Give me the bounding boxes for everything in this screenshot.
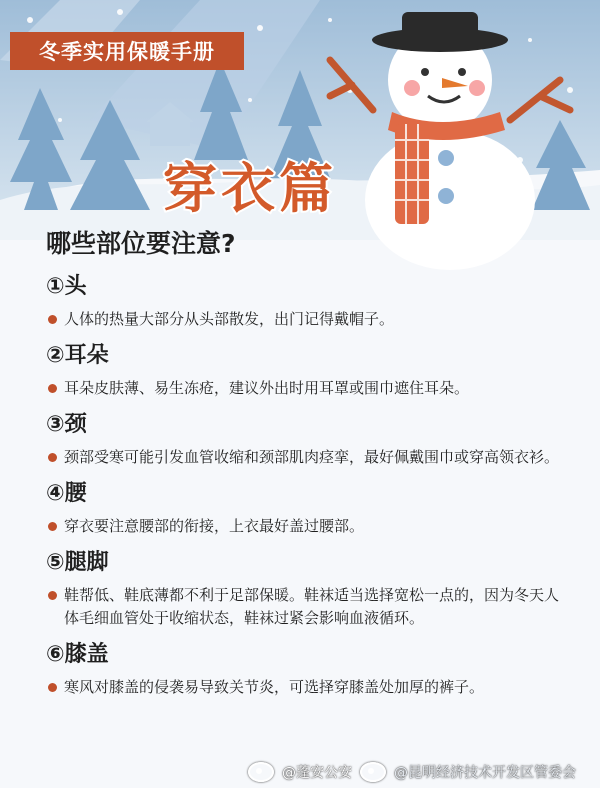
watermark-account-2[interactable]: @昆明经济技术开发区管委会 xyxy=(394,765,576,781)
content-area xyxy=(46,226,566,709)
section-title: ③颈 xyxy=(46,412,87,437)
section-neck xyxy=(46,410,566,469)
weibo-icon xyxy=(248,762,274,782)
bullet-icon xyxy=(48,591,57,600)
question-heading: 哪些部位要注意? xyxy=(46,229,236,258)
bullet-icon xyxy=(48,683,57,692)
section-body xyxy=(46,584,566,630)
section-head xyxy=(46,272,566,331)
section-title: ⑥膝盖 xyxy=(46,642,109,667)
section-text: 寒风对膝盖的侵袭易导致关节炎，可选择穿膝盖处加厚的裤子。 xyxy=(64,678,485,696)
section-body xyxy=(46,377,566,400)
section-text: 人体的热量大部分从头部散发，出门记得戴帽子。 xyxy=(64,310,395,328)
section-title: ②耳朵 xyxy=(46,343,109,368)
section-body xyxy=(46,515,566,538)
section-body xyxy=(46,446,566,469)
section-knees xyxy=(46,640,566,699)
page-title: 穿衣篇 xyxy=(163,157,337,220)
section-title: ①头 xyxy=(46,274,87,299)
section-text: 穿衣要注意腰部的衔接，上衣最好盖过腰部。 xyxy=(64,517,365,535)
watermark-footer xyxy=(248,760,600,784)
section-body xyxy=(46,308,566,331)
section-ears xyxy=(46,341,566,400)
section-title: ⑤腿脚 xyxy=(46,550,109,575)
section-text: 颈部受寒可能引发血管收缩和颈部肌肉痉挛，最好佩戴围巾或穿高领衣衫。 xyxy=(64,448,560,466)
bullet-icon xyxy=(48,384,57,393)
section-waist xyxy=(46,479,566,538)
weibo-icon xyxy=(360,762,386,782)
section-title: ④腰 xyxy=(46,481,87,506)
section-legs-feet xyxy=(46,548,566,630)
handbook-title-badge: 冬季实用保暖手册 xyxy=(10,32,244,70)
section-body xyxy=(46,676,566,699)
section-text: 鞋帮低、鞋底薄都不利于足部保暖。鞋袜适当选择宽松一点的，因为冬天人体毛细血管处于收缩状态，鞋袜过紧会影响血液循环。 xyxy=(64,586,560,627)
section-text: 耳朵皮肤薄、易生冻疮，建议外出时用耳罩或围巾遮住耳朵。 xyxy=(64,379,470,397)
bullet-icon xyxy=(48,315,57,324)
bullet-icon xyxy=(48,522,57,531)
bullet-icon xyxy=(48,453,57,462)
watermark-account-1[interactable]: @蓬安公安 xyxy=(282,765,352,781)
